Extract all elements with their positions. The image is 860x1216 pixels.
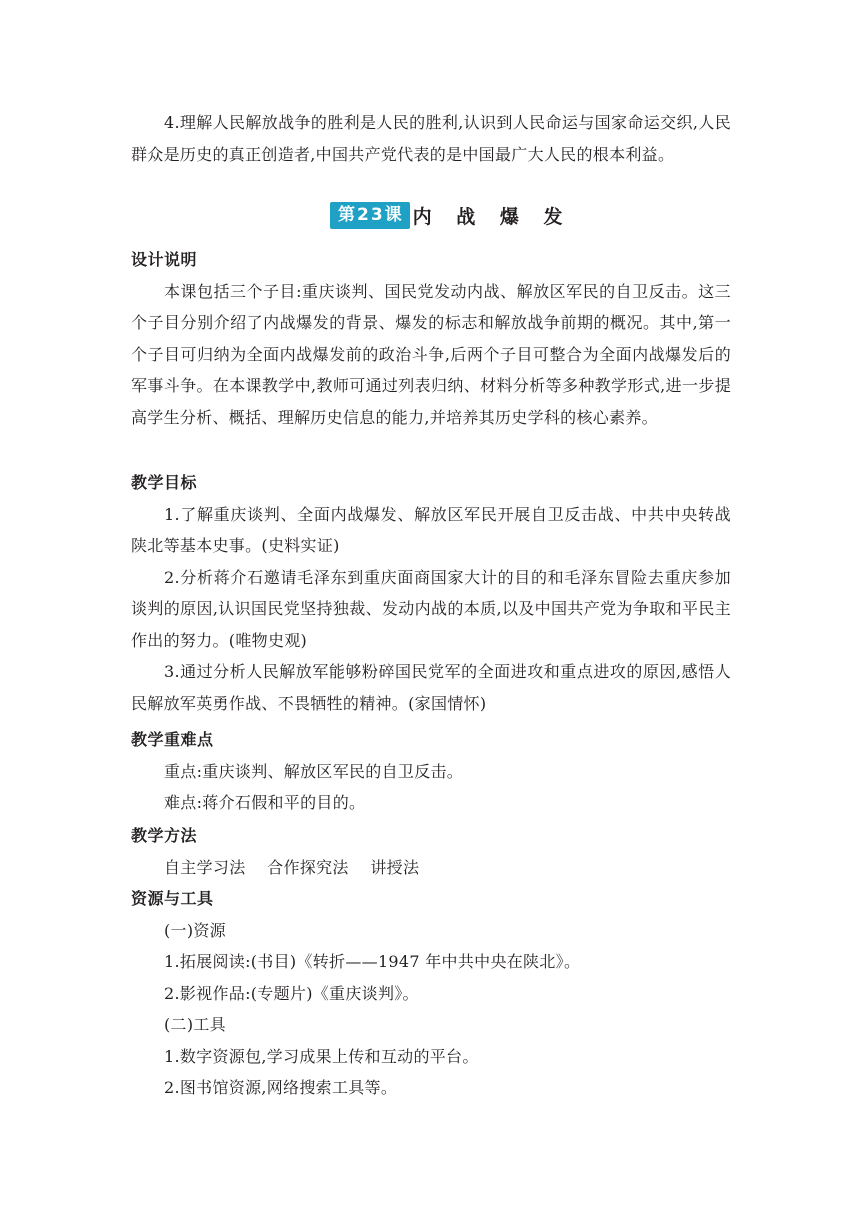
intro-paragraph: 4.理解人民解放战争的胜利是人民的胜利,认识到人民命运与国家命运交织,人民群众是历史的真正创造者,中国共产党代表的是中国最广大人民的根本利益。 [131, 113, 731, 164]
objective-item: 3.通过分析人民解放军能够粉碎国民党军的全面进攻和重点进攻的原因,感悟人民解放军英勇作战、不畏牺牲的精神。(家国情怀) [131, 662, 731, 713]
resources-section [131, 883, 731, 1104]
design-text: 本课包括三个子目:重庆谈判、国民党发动内战、解放区军民的自卫反击。这三个子目分别介绍了内战爆发的背景、爆发的标志和解放战争前期的概况。其中,第一个子目可归纳为全面内战爆发前的政治斗争,后两个子目可整合为全面内战爆发后的军事斗争。在本课教学中,教师可通过列表归纳、材料分析等多种教学形式,进一步提高学生分析、概括、理解历史信息的能力,并培养其历史学科的核心素养。 [131, 281, 731, 427]
important-point: 重点:重庆谈判、解放区军民的自卫反击。 [164, 761, 464, 781]
objectives-heading: 教学目标 [131, 473, 198, 492]
lesson-title [330, 200, 572, 230]
intro-section [131, 107, 731, 170]
methods-heading: 教学方法 [131, 826, 198, 845]
design-heading: 设计说明 [131, 250, 198, 269]
lesson-badge: 第23课 [330, 202, 410, 229]
methods-section [131, 820, 731, 883]
objectives-section [131, 467, 731, 719]
objective-item: 1.了解重庆谈判、全面内战爆发、解放区军民开展自卫反击战、中共中央转战陕北等基本史事。(史料实证) [131, 504, 731, 555]
resources-subheading: (一)资源 [164, 920, 226, 940]
tool-item: 2.图书馆资源,网络搜索工具等。 [164, 1078, 398, 1097]
key-points-section [131, 724, 731, 819]
difficult-point: 难点:蒋介石假和平的目的。 [164, 793, 366, 812]
resource-item: 2.影视作品:(专题片)《重庆谈判》。 [164, 983, 419, 1003]
lesson-name: 内 战 爆 发 [412, 205, 572, 228]
key-points-heading: 教学重难点 [131, 730, 214, 749]
methods-text: 自主学习法 合作探究法 讲授法 [164, 857, 420, 877]
tool-item: 1.数字资源包,学习成果上传和互动的平台。 [164, 1046, 479, 1066]
resource-item: 1.拓展阅读:(书目)《转折——1947 年中共中央在陕北》。 [164, 952, 581, 971]
resources-heading: 资源与工具 [131, 889, 214, 908]
design-section [131, 244, 731, 433]
objective-item: 2.分析蒋介石邀请毛泽东到重庆面商国家大计的目的和毛泽东冒险去重庆参加谈判的原因,认识国民党坚持独裁、发动内战的本质,以及中国共产党为争取和平民主作出的努力。(唯物史观) [131, 567, 731, 650]
tools-subheading: (二)工具 [164, 1015, 226, 1034]
